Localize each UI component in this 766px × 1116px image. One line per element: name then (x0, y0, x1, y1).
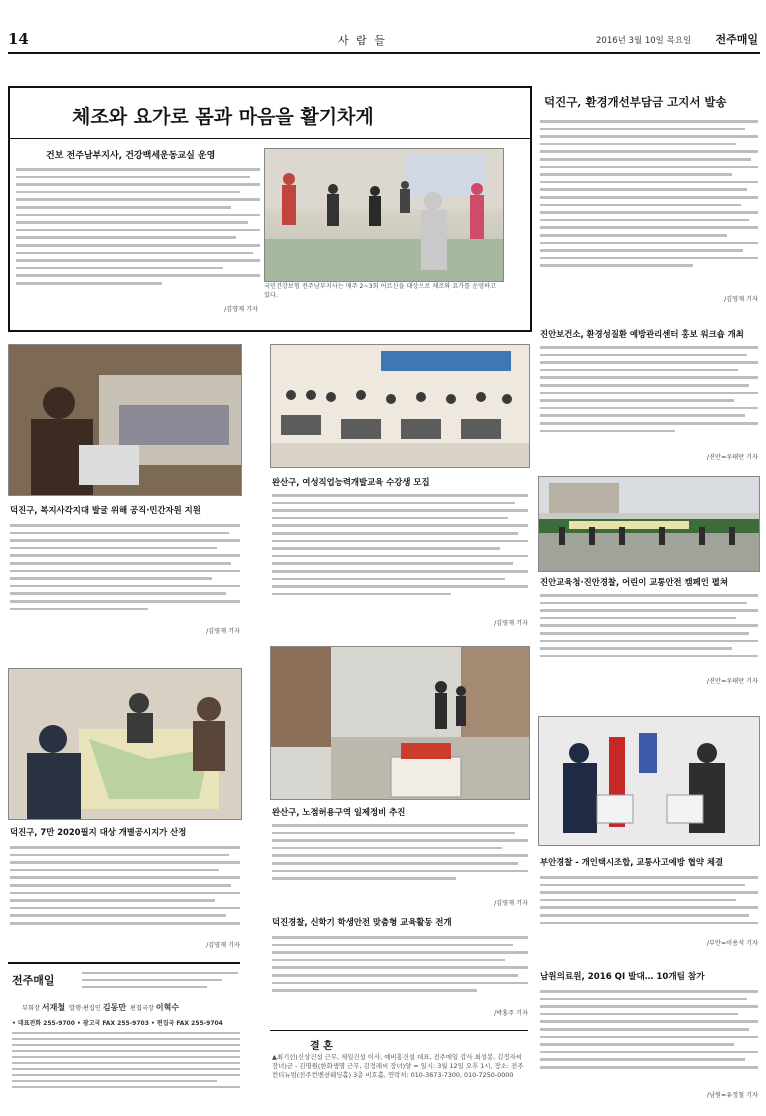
paper-name: 전주매일 (715, 33, 758, 46)
headline: 남원의료원, 2016 QI 발대… 10개팀 참가 (540, 972, 705, 982)
editor-label: 발행·편집인 (69, 1005, 101, 1012)
editor-name: 김동만 (102, 1003, 127, 1012)
publisher-label: 부회장 (22, 1005, 40, 1012)
ed-name: 이혁수 (155, 1003, 180, 1012)
issue-date: 2016년 3월 10일 목요일 (596, 36, 692, 46)
publisher-name: 서재철 (41, 1003, 66, 1012)
header-rule (8, 52, 760, 54)
article-buan-police (536, 856, 758, 956)
street-vendor-photo (270, 646, 530, 800)
article-env-charge (536, 86, 758, 310)
wedding-notice (270, 1030, 528, 1111)
wedding-text: ▲최기선(신상건설 근무, 제일건설 이사, 예비홍건설 대표, 전주매일 감사 최성봉, 김정자씨 장녀)군 - 김명원(한화생명 근무, 김정래씨 장녀)양 = 일시: 3월 12일 오후 1시, 장소: 전주 컨티뉴엄(전주컨벤션웨딩홀) 3층 비호홀, 연락처: 010-3673-7300, 010-7250-0000 (272, 1053, 524, 1079)
colophon-logo: 전주매일 (12, 974, 55, 987)
feature-subtitle: 건보 전주남부지사, 건강백세운동교실 운영 (46, 151, 216, 161)
welfare-photo (8, 344, 242, 496)
article-land-price (8, 822, 240, 952)
article-women-edu (270, 472, 528, 632)
article-jinan-campaign (536, 574, 758, 694)
women-edu-photo (270, 344, 530, 468)
classroom-image (271, 345, 529, 467)
agreement-ceremony-image (539, 717, 759, 845)
headline: 덕진구, 환경개선부담금 고지서 발송 (544, 95, 727, 109)
campaign-photo (538, 476, 760, 572)
feature-box (8, 86, 532, 332)
ed-label: 편집국장 (129, 1005, 154, 1012)
police-photo (538, 716, 760, 846)
byline: /김영재 기자 (494, 620, 528, 627)
colophon-info (82, 972, 238, 994)
article-body (540, 120, 758, 290)
headline: 완산구, 여성직업능력개발교육 수강생 모집 (272, 477, 430, 487)
page-number: 14 (8, 30, 29, 48)
feature-photo (264, 148, 504, 282)
headline: 덕진경찰, 신학기 학생안전 맞춤형 교육활동 전개 (272, 917, 452, 927)
wedding-title: 결 혼 (310, 1041, 333, 1052)
byline: /진안=우태만 기자 (706, 678, 758, 685)
article-body (10, 524, 240, 626)
byline: /김영재 기자 (724, 296, 758, 303)
headline: 부안경찰 - 개인택시조합, 교통사고예방 협약 체결 (540, 857, 724, 867)
page-header (8, 30, 760, 52)
article-body (272, 824, 528, 896)
phone-numbers: • 대표전화 255-9700 • 광고국 FAX 255-9703 • 편집국 FAX 255-9704 (12, 1020, 223, 1027)
traffic-campaign-image (539, 477, 759, 571)
article-street-vendor (270, 804, 528, 914)
byline: /김영재 기자 (206, 942, 240, 949)
publisher-line (22, 1002, 179, 1013)
byline: /진안=우태만 기자 (706, 454, 758, 461)
home-visit-image (9, 345, 241, 495)
article-body (272, 936, 528, 1008)
byline: /김영재 기자 (206, 628, 240, 635)
directory-table (12, 1032, 240, 1106)
colophon (8, 962, 240, 1112)
article-body (540, 594, 758, 674)
section-title: 사 람 들 (338, 34, 387, 47)
article-body (540, 346, 758, 450)
headline: 덕진구, 복지사각지대 발굴 위해 공직·민간자원 지원 (10, 505, 201, 515)
feature-body (16, 168, 260, 302)
article-welfare (8, 498, 240, 638)
article-police-school (270, 916, 528, 1026)
headline: 진안교육청·진안경찰, 어린이 교통안전 캠페인 펼쳐 (540, 577, 728, 587)
headline: 완산구, 노점허용구역 일제정비 추진 (272, 807, 406, 817)
land-price-photo (8, 668, 242, 820)
byline: /박홍주 기자 (494, 1010, 528, 1017)
feature-photo-caption: 국민건강보험 전주남부지사는 매주 2~3회 어르신을 대상으로 체조와 요가를 운영하고 있다. (264, 283, 497, 299)
article-body (10, 846, 240, 940)
article-body (272, 494, 528, 620)
byline: /김영재 기자 (494, 900, 528, 907)
exercise-class-image (265, 149, 503, 281)
divider (10, 138, 530, 139)
feature-byline: /김영재 기자 (224, 306, 258, 313)
article-body (540, 990, 758, 1090)
byline: /부안=이용석 기자 (706, 940, 758, 947)
byline: /남원=유정철 기자 (706, 1092, 758, 1099)
feature-title: 체조와 요가로 몸과 마음을 활기차게 (72, 106, 374, 128)
headline: 덕진구, 7만 2020필지 대상 개별공시지가 산정 (10, 827, 187, 837)
article-jinan-health (536, 328, 758, 470)
map-meeting-image (9, 669, 241, 819)
article-body (540, 876, 758, 936)
street-market-image (271, 647, 529, 799)
headline: 진안보건소, 환경성질환 예방관리센터 홍보 워크숍 개최 (540, 329, 744, 339)
article-namwon (536, 970, 758, 1110)
